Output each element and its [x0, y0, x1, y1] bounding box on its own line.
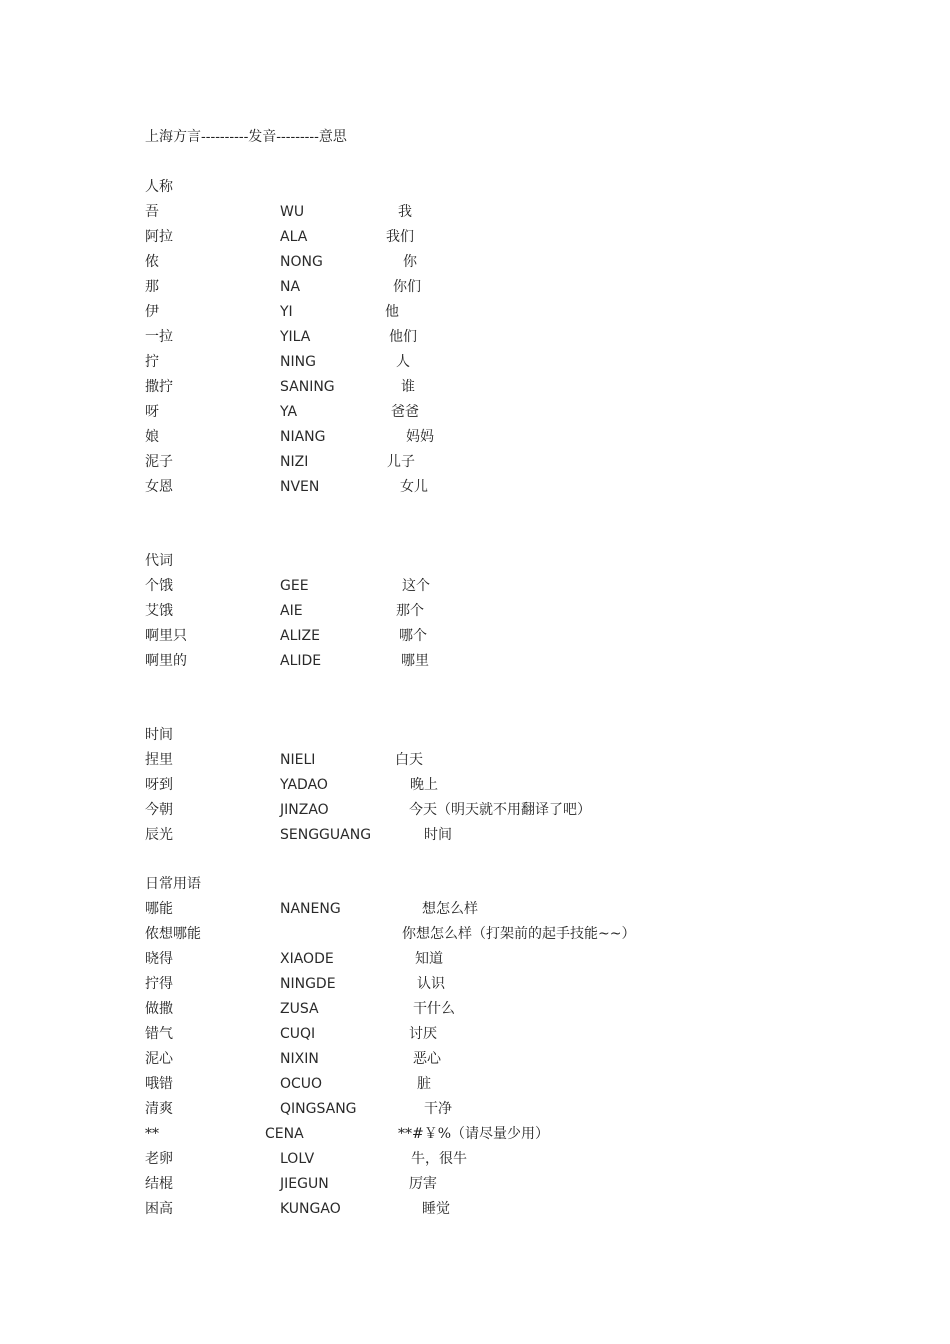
- pronunciation: KUNGAO: [280, 1201, 341, 1217]
- vocab-row: [145, 775, 865, 800]
- vocab-row: [145, 1199, 865, 1224]
- dialect-word: 困高: [145, 1201, 173, 1217]
- vocab-row: [145, 1099, 865, 1124]
- dialect-word: 吾: [145, 204, 159, 220]
- pronunciation: YA: [280, 404, 298, 420]
- pronunciation: NANENG: [280, 901, 341, 917]
- vocab-row: [145, 327, 865, 352]
- meaning: 睡觉: [422, 1201, 450, 1217]
- pronunciation: ALIZE: [280, 628, 320, 644]
- dialect-word: 呀: [145, 404, 159, 420]
- dialect-word: **: [145, 1126, 159, 1142]
- pronunciation: SENGGUANG: [280, 827, 372, 843]
- dialect-word: 啊里的: [145, 653, 187, 669]
- meaning: 干净: [424, 1101, 452, 1117]
- meaning: 认识: [417, 976, 445, 992]
- dialect-word: 清爽: [145, 1101, 173, 1117]
- section-heading: 人称: [145, 179, 173, 195]
- pronunciation: ALIDE: [280, 653, 322, 669]
- dialect-word: 撒拧: [145, 379, 173, 395]
- meaning: 脏: [417, 1076, 431, 1092]
- meaning: 晚上: [410, 777, 438, 793]
- vocab-row: [145, 626, 865, 651]
- dialect-word: 泥子: [145, 454, 173, 470]
- vocab-row: [145, 352, 865, 377]
- vocab-row: [145, 1074, 865, 1099]
- vocab-row: [145, 899, 865, 924]
- section-pronouns-personal: [145, 177, 865, 502]
- section-heading: 日常用语: [145, 876, 201, 892]
- meaning: 时间: [424, 827, 452, 843]
- dialect-word: 侬: [145, 254, 159, 270]
- vocab-row: [145, 1024, 865, 1049]
- vocab-row: [145, 651, 865, 676]
- meaning: 他: [385, 304, 399, 320]
- meaning: 他们: [389, 329, 417, 345]
- pronunciation: WU: [280, 204, 305, 220]
- vocab-row: [145, 452, 865, 477]
- vocab-row: [145, 1149, 865, 1174]
- vocab-row: [145, 402, 865, 427]
- vocab-row: [145, 202, 865, 227]
- dialect-word: 女恩: [145, 479, 173, 495]
- meaning: 哪个: [399, 628, 427, 644]
- dialect-word: 艾饿: [145, 603, 173, 619]
- dialect-word: 一拉: [145, 329, 173, 345]
- vocab-row: [145, 477, 865, 502]
- pronunciation: QINGSANG: [280, 1101, 357, 1117]
- pronunciation: XIAODE: [280, 951, 334, 967]
- vocab-row: [145, 227, 865, 252]
- vocab-row: [145, 800, 865, 825]
- page-title: 上海方言----------发音---------意思: [145, 129, 347, 145]
- meaning: 厉害: [409, 1176, 437, 1192]
- dialect-word: 侬想哪能: [145, 926, 201, 942]
- pronunciation: CUQI: [280, 1026, 316, 1042]
- meaning: 谁: [401, 379, 415, 395]
- dialect-word: 哦错: [145, 1076, 173, 1092]
- pronunciation: JIEGUN: [280, 1176, 329, 1192]
- dialect-word: 啊里只: [145, 628, 187, 644]
- pronunciation: SANING: [280, 379, 335, 395]
- pronunciation: NING: [280, 354, 316, 370]
- meaning: 那个: [396, 603, 424, 619]
- pronunciation: JINZAO: [280, 802, 329, 818]
- dialect-word: 拧: [145, 354, 159, 370]
- meaning: 干什么: [413, 1001, 455, 1017]
- meaning: 白天: [395, 752, 423, 768]
- pronunciation: NA: [280, 279, 301, 295]
- vocab-row: [145, 1049, 865, 1074]
- meaning: 儿子: [387, 454, 415, 470]
- pronunciation: NIANG: [280, 429, 326, 445]
- meaning: 你想怎么样（打架前的起手技能~~）: [402, 926, 636, 942]
- vocab-row: [145, 302, 865, 327]
- vocab-row: [145, 924, 865, 949]
- vocab-row: [145, 377, 865, 402]
- pronunciation: NINGDE: [280, 976, 336, 992]
- dialect-word: 捏里: [145, 752, 173, 768]
- meaning: 今天（明天就不用翻译了吧）: [409, 802, 591, 818]
- meaning: 知道: [415, 951, 443, 967]
- pronunciation: NIELI: [280, 752, 316, 768]
- vocab-row: [145, 1174, 865, 1199]
- pronunciation: NIZI: [280, 454, 309, 470]
- pronunciation: ALA: [280, 229, 308, 245]
- pronunciation: NONG: [280, 254, 323, 270]
- pronunciation: YILA: [280, 329, 311, 345]
- meaning: 哪里: [401, 653, 429, 669]
- dialect-word: 辰光: [145, 827, 173, 843]
- dialect-word: 呀到: [145, 777, 173, 793]
- dialect-word: 晓得: [145, 951, 173, 967]
- vocab-row: [145, 601, 865, 626]
- vocab-row: [145, 825, 865, 850]
- vocab-row: [145, 252, 865, 277]
- meaning: 这个: [402, 578, 430, 594]
- meaning: 女儿: [400, 479, 428, 495]
- vocab-row: [145, 576, 865, 601]
- dialect-word: 错气: [145, 1026, 173, 1042]
- meaning: 恶心: [413, 1051, 441, 1067]
- section-daily-phrases: [145, 874, 865, 1224]
- dialect-word: 拧得: [145, 976, 173, 992]
- vocab-row: [145, 277, 865, 302]
- pronunciation: ZUSA: [280, 1001, 319, 1017]
- meaning: 妈妈: [406, 429, 434, 445]
- section-pronouns-demonstrative: [145, 551, 865, 676]
- section-heading: 代词: [145, 553, 173, 569]
- pronunciation: CENA: [265, 1126, 304, 1142]
- dialect-word: 哪能: [145, 901, 173, 917]
- dialect-word: 做撒: [145, 1001, 173, 1017]
- meaning: 牛，很牛: [411, 1151, 467, 1167]
- pronunciation: NVEN: [280, 479, 320, 495]
- vocab-row: [145, 949, 865, 974]
- dialect-word: 那: [145, 279, 159, 295]
- dialect-word: 个饿: [145, 578, 173, 594]
- pronunciation: YADAO: [280, 777, 328, 793]
- dialect-word: 结棍: [145, 1176, 173, 1192]
- dialect-word: 娘: [145, 429, 159, 445]
- meaning: 我们: [386, 229, 414, 245]
- meaning: 爸爸: [391, 404, 419, 420]
- pronunciation: YI: [280, 304, 293, 320]
- meaning: 你们: [393, 279, 421, 295]
- dialect-word: 今朝: [145, 802, 173, 818]
- dialect-word: 阿拉: [145, 229, 173, 245]
- pronunciation: AIE: [280, 603, 303, 619]
- pronunciation: LOLV: [280, 1151, 315, 1167]
- section-heading: 时间: [145, 727, 173, 743]
- dialect-word: 泥心: [145, 1051, 173, 1067]
- meaning: 讨厌: [409, 1026, 437, 1042]
- pronunciation: OCUO: [280, 1076, 323, 1092]
- vocab-row: [145, 999, 865, 1024]
- vocab-row: [145, 427, 865, 452]
- pronunciation: GEE: [280, 578, 309, 594]
- pronunciation: NIXIN: [280, 1051, 319, 1067]
- meaning: 人: [396, 354, 410, 370]
- meaning: **#￥%（请尽量少用）: [398, 1126, 550, 1142]
- vocab-row: [145, 974, 865, 999]
- dialect-word: 老卵: [145, 1151, 173, 1167]
- meaning: 我: [398, 204, 412, 220]
- vocab-row: [145, 750, 865, 775]
- vocab-row: [145, 1124, 865, 1149]
- dialect-word: 伊: [145, 304, 159, 320]
- meaning: 想怎么样: [422, 901, 478, 917]
- meaning: 你: [403, 254, 417, 270]
- section-time: [145, 725, 865, 850]
